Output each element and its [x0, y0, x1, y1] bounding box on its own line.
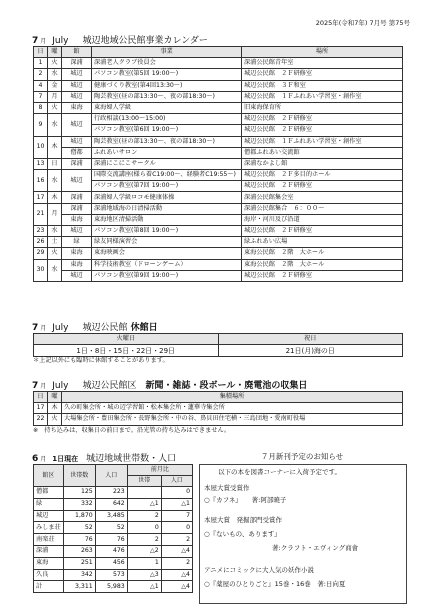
population-cell: 76 [95, 534, 127, 546]
table-row [34, 136, 403, 147]
calendar-title: 7 月 July 城辺地域公民館事業カレンダー [32, 36, 208, 46]
event-cell: 緑友同様演習会 [92, 237, 242, 248]
households-cell: 76 [63, 534, 95, 546]
book-section-2: 本屋大賞 発掘部門受賞作 [204, 516, 282, 524]
table-row [34, 581, 193, 593]
collection-table: 日 曜 集積場所 17 木 久の町集会所・城の辺学習館・松本集会所・蓮華寺集会所 22 火 大場集会所・豊田集会所・長野集会所・中の谷、鼻貝田住宅横・三島団地・愛南町役場 [33, 391, 403, 426]
day-cell: 16 [34, 170, 48, 192]
day-cell: 22 [34, 414, 48, 425]
holiday-title: 7 月 July 城辺公民館 休館日 [32, 323, 158, 333]
hall-cell: 深浦 [62, 203, 92, 214]
event-cell: 深浦地域海の日清掃活動 [92, 203, 242, 214]
district-cell: 城辺 [34, 510, 64, 522]
event-cell: 陶芸教室(昼の部13:30～、夜の部18:30～) [92, 91, 242, 102]
table-row [34, 203, 403, 214]
households-cell: 125 [63, 487, 95, 499]
table-row [34, 510, 193, 522]
day-cell: 26 [34, 237, 48, 248]
population-cell: 476 [95, 545, 127, 557]
place-cell: 城辺公民館 １Ｆふれあい学習室・創作室 [242, 91, 403, 102]
households-diff-cell: 0 [127, 522, 161, 534]
hall-cell: 深浦 [62, 58, 92, 69]
district-cell: 計 [34, 581, 64, 593]
table-row [34, 487, 193, 499]
population-diff-cell: △4 [161, 569, 192, 581]
event-cell: パソコン教室(第9回 19:00～) [92, 270, 242, 281]
place-cell: 大場集会所・豊田集会所・長野集会所・中の谷、鼻貝田住宅横・三島団地・愛南町役場 [62, 414, 403, 425]
households-diff-cell: 1 [127, 557, 161, 569]
event-cell: 深浦にこにこサークル [92, 158, 242, 169]
population-diff-cell: 7 [161, 510, 192, 522]
place-cell: 深浦公民館集会室 [242, 192, 403, 203]
books-subtitle: 以下の本を図書コーナーに入荷予定です。 [218, 468, 341, 476]
district-cell: 緑 [34, 498, 64, 510]
event-calendar-table: 日 曜 館 事業 場所 1 火 深浦 深浦老人クラブ役員会 深浦公民館青年室 2 水 城辺 パソコン教室(第5回 19:00～) 城辺公民館 ２Ｆ研修室 4 金 城辺 健康づくり教室(第4回13:30～) 城辺公民館 ３Ｆ和室 7 月 城辺 陶芸教室(昼の部13:30～、夜の部18:30～) 城辺公民館 １Ｆふれあい学習室・創作室 8 火 東海 東海婦人学級 旧東海保育所 9 水 城辺 行政相談(13:00～15:00) 城辺公民館 ２Ｆ研修室 パソコン教室(第6回 19:00～) 城辺公民館 ２Ｆ研修室 10 木 城辺 陶芸教室(昼の部13:30～、夜の部18:30～) 城辺公民館 １Ｆふれあい学習室・創作室 僧都 ふれあいサロン 僧都ふれあい交流館 13 日 深浦 深浦にこにこサークル 深浦なかよし館 16 水 城辺 国際交流講座(様ら着C19:00～、経験者C19:55～) 城辺公民館 ２Ｆ多目的ホール パソコン教室(第7回 19:00～) 城辺公民館 ２Ｆ研修室 17 木 深浦 深浦婦人学級ロコモ健康体操 深浦公民館集会室 21 月 深浦 深浦地域海の日清掃活動 深浦公民館集合 ６：００～ 東海 東海地区清掃活動 海岸・河川及び沿道 23 水 城辺 パソコン教室(第8回 19:00～) 城辺公民館 ２Ｆ研修室 26 土 緑 緑友同様演習会 緑ふれあい広場 29 火 東海 東海映画会 東海公民館 ２階 大ホール 30 水 東海 科学技術教室（ドローンゲーム） 東海公民館 ２階 大ホール 城辺 パソコン教室(第9回 19:00～) 城辺公民館 ２Ｆ研修室 [33, 46, 403, 282]
weekday-cell: 木 [48, 192, 62, 203]
table-row [34, 102, 403, 113]
place-cell: 東海公民館 ２階 大ホール [242, 248, 403, 259]
population-cell: 5,983 [95, 581, 127, 593]
hall-cell: 東海 [62, 248, 92, 259]
day-cell: 30 [34, 259, 48, 281]
hall-cell: 東海 [62, 259, 92, 270]
population-cell: 573 [95, 569, 127, 581]
day-cell: 21 [34, 203, 48, 225]
hall-cell: 城辺 [62, 136, 92, 147]
table-row [34, 237, 403, 248]
hall-cell: 城辺 [62, 114, 92, 136]
hall-cell: 僧都 [62, 147, 92, 158]
day-cell: 17 [34, 403, 48, 414]
place-cell: 城辺公民館 ２Ｆ研修室 [242, 226, 403, 237]
place-cell: 深浦なかよし館 [242, 158, 403, 169]
population-diff-cell: 2 [161, 557, 192, 569]
weekday-cell: 水 [48, 170, 62, 192]
event-cell: 行政相談(13:00～15:00) [92, 114, 242, 125]
day-cell: 23 [34, 226, 48, 237]
weekday-cell: 土 [48, 237, 62, 248]
day-cell: 4 [34, 80, 48, 91]
hall-cell: 深浦 [62, 158, 92, 169]
place-cell: 城辺公民館 ２Ｆ研修室 [242, 125, 403, 136]
households-cell: 332 [63, 498, 95, 510]
weekday-cell: 日 [48, 158, 62, 169]
place-cell: 旧東海保育所 [242, 102, 403, 113]
population-diff-cell: △4 [161, 545, 192, 557]
households-diff-cell: 2 [127, 510, 161, 522]
table-row [34, 170, 403, 181]
weekday-cell: 水 [48, 69, 62, 80]
hall-cell: 深浦 [62, 192, 92, 203]
event-cell: 深浦婦人学級ロコモ健康体操 [92, 192, 242, 203]
table-row [34, 534, 193, 546]
table-row [34, 192, 403, 203]
district-cell: 東海 [34, 557, 64, 569]
district-cell: みしま荘 [34, 522, 64, 534]
weekday-cell: 月 [48, 203, 62, 225]
population-table: 館区 世帯数 人口 前月比 世帯 人口 僧都 125 223 0 緑 332 642 △1 △1 城辺 1,870 3,485 2 7 みしま荘 52 52 0 0 南楽荘 76 76 2 2 深浦 263 476 △2 △4 東海 251 456 1 2 久良 342 573 △3 △4 計 3,311 5,983 △1 △4 [33, 464, 193, 593]
event-cell: パソコン教室(第5回 19:00～) [92, 69, 242, 80]
population-cell: 3,485 [95, 510, 127, 522]
weekday-cell: 火 [48, 58, 62, 69]
event-cell: ふれあいサロン [92, 147, 242, 158]
weekday-cell: 火 [48, 414, 62, 425]
population-title: 6 月 1日現在 城辺地域世帯数・人口 [32, 454, 177, 464]
table-row [34, 498, 193, 510]
day-cell: 10 [34, 136, 48, 158]
issue-info: 2025年(令和7年) 7月号 第75号 [315, 19, 410, 27]
hall-cell: 城辺 [62, 170, 92, 192]
table-row [34, 147, 403, 158]
day-cell: 8 [34, 102, 48, 113]
households-cell: 52 [63, 522, 95, 534]
households-diff-cell: △1 [127, 581, 161, 593]
day-cell: 17 [34, 192, 48, 203]
table-row [34, 226, 403, 237]
hall-cell: 東海 [62, 214, 92, 225]
collection-note: ※ 持ち込みは、収集日の前日まで。沿光管の持ち込みはできません。 [33, 427, 231, 434]
event-cell: 深浦老人クラブ役員会 [92, 58, 242, 69]
households-cell: 251 [63, 557, 95, 569]
table-row [34, 248, 403, 259]
event-cell: 東海婦人学級 [92, 102, 242, 113]
district-cell: 南楽荘 [34, 534, 64, 546]
holiday-note: ＊上記以外にも臨時に休館することがあります。 [33, 357, 169, 364]
event-cell: パソコン教室(第6回 19:00～) [92, 125, 242, 136]
households-cell: 1,870 [63, 510, 95, 522]
table-row [34, 522, 193, 534]
weekday-cell: 木 [48, 403, 62, 414]
place-cell: 城辺公民館 ２Ｆ研修室 [242, 69, 403, 80]
event-cell: 国際交流講座(様ら着C19:00～、経験者C19:55～) [92, 170, 242, 181]
population-cell: 642 [95, 498, 127, 510]
table-row [34, 545, 193, 557]
households-diff-cell: △1 [127, 498, 161, 510]
closed-days-table: 火曜日 祝日 1日・8日・15日・22日・29日 21日(月)海の日 [33, 333, 403, 357]
day-cell: 1 [34, 58, 48, 69]
population-diff-cell: △4 [161, 581, 192, 593]
district-cell: 深浦 [34, 545, 64, 557]
books-title: ７月新刊予定のお知らせ [260, 452, 344, 461]
district-cell: 久良 [34, 569, 64, 581]
place-cell: 僧都ふれあい交流館 [242, 147, 403, 158]
day-cell: 9 [34, 114, 48, 136]
hall-cell: 緑 [62, 237, 92, 248]
population-cell: 456 [95, 557, 127, 569]
event-cell: 陶芸教室(昼の部13:30～、夜の部18:30～) [92, 136, 242, 147]
table-row [34, 270, 403, 281]
weekday-cell: 金 [48, 80, 62, 91]
table-row [34, 259, 403, 270]
collection-title: 7 月 July 城辺公民館区 新聞・雑誌・段ボール・廃電池の収集日 [32, 381, 308, 391]
hall-cell: 城辺 [62, 226, 92, 237]
weekday-cell: 月 [48, 91, 62, 102]
place-cell: 東海公民館 ２階 大ホール [242, 259, 403, 270]
book-section-1: 本屋大賞受賞作 [204, 484, 250, 492]
new-books-box [199, 464, 407, 604]
event-cell: パソコン教室(第7回 19:00～) [92, 181, 242, 192]
event-cell: パソコン教室(第8回 19:00～) [92, 226, 242, 237]
event-cell: 健康づくり教室(第4回13:30～) [92, 80, 242, 91]
weekday-cell: 火 [48, 248, 62, 259]
hall-cell: 東海 [62, 102, 92, 113]
table-row [34, 403, 403, 414]
event-cell: 科学技術教室（ドローンゲーム） [92, 259, 242, 270]
tuesday-closures: 1日・8日・15日・22日・29日 [34, 345, 219, 357]
hall-cell: 城辺 [62, 69, 92, 80]
day-cell: 13 [34, 158, 48, 169]
table-row [34, 414, 403, 425]
book-2-author: 著:クラフト・エヴィング商會 [272, 544, 359, 552]
district-cell: 僧都 [34, 487, 64, 499]
place-cell: 城辺公民館 ２Ｆ研修室 [242, 270, 403, 281]
place-cell: 城辺公民館 １Ｆふれあい学習室・創作室 [242, 136, 403, 147]
households-cell: 342 [63, 569, 95, 581]
place-cell: 緑ふれあい広場 [242, 237, 403, 248]
day-cell: 2 [34, 69, 48, 80]
households-diff-cell: △2 [127, 545, 161, 557]
place-cell: 城辺公民館 ２Ｆ多目的ホール [242, 170, 403, 181]
table-row [34, 557, 193, 569]
population-diff-cell: 0 [161, 522, 192, 534]
place-cell: 城辺公民館 ３Ｆ和室 [242, 80, 403, 91]
place-cell: 深浦公民館青年室 [242, 58, 403, 69]
place-cell: 久の町集会所・城の辺学習館・松本集会所・蓮華寺集会所 [62, 403, 403, 414]
place-cell: 深浦公民館集合 ６：００～ [242, 203, 403, 214]
table-row [34, 158, 403, 169]
hall-cell: 城辺 [62, 80, 92, 91]
weekday-cell: 水 [48, 114, 62, 136]
population-diff-cell: 2 [161, 534, 192, 546]
place-cell: 城辺公民館 ２Ｆ研修室 [242, 181, 403, 192]
book-3: ○『薬屋のひとりごと』15巻・16巻 著:日向夏 [204, 580, 346, 588]
table-row [34, 114, 403, 125]
table-row [34, 214, 403, 225]
households-cell: 263 [63, 545, 95, 557]
table-row [34, 80, 403, 91]
population-cell: 52 [95, 522, 127, 534]
day-cell: 29 [34, 248, 48, 259]
event-cell: 東海映画会 [92, 248, 242, 259]
hall-cell: 城辺 [62, 91, 92, 102]
population-diff-cell: 0 [161, 487, 192, 499]
population-cell: 223 [95, 487, 127, 499]
hall-cell: 城辺 [62, 270, 92, 281]
table-row [34, 91, 403, 102]
households-diff-cell [127, 487, 161, 499]
table-row [34, 58, 403, 69]
book-2: ○『ないもの、あります』 [204, 530, 281, 538]
weekday-cell: 木 [48, 136, 62, 158]
place-cell: 城辺公民館 ２Ｆ研修室 [242, 114, 403, 125]
book-section-3: アニメにコミックに大人気の妖作小説 [204, 566, 315, 574]
weekday-cell: 火 [48, 102, 62, 113]
households-diff-cell: 2 [127, 534, 161, 546]
households-diff-cell: △3 [127, 569, 161, 581]
population-diff-cell: △1 [161, 498, 192, 510]
place-cell: 海岸・河川及び沿道 [242, 214, 403, 225]
holiday-closures: 21日(月)海の日 [218, 345, 403, 357]
weekday-cell: 水 [48, 226, 62, 237]
day-cell: 7 [34, 91, 48, 102]
households-cell: 3,311 [63, 581, 95, 593]
table-row [34, 69, 403, 80]
table-row [34, 569, 193, 581]
weekday-cell: 水 [48, 259, 62, 281]
book-1: ○『カフネ』 著:阿部暁子 [204, 496, 287, 504]
event-cell: 東海地区清掃活動 [92, 214, 242, 225]
